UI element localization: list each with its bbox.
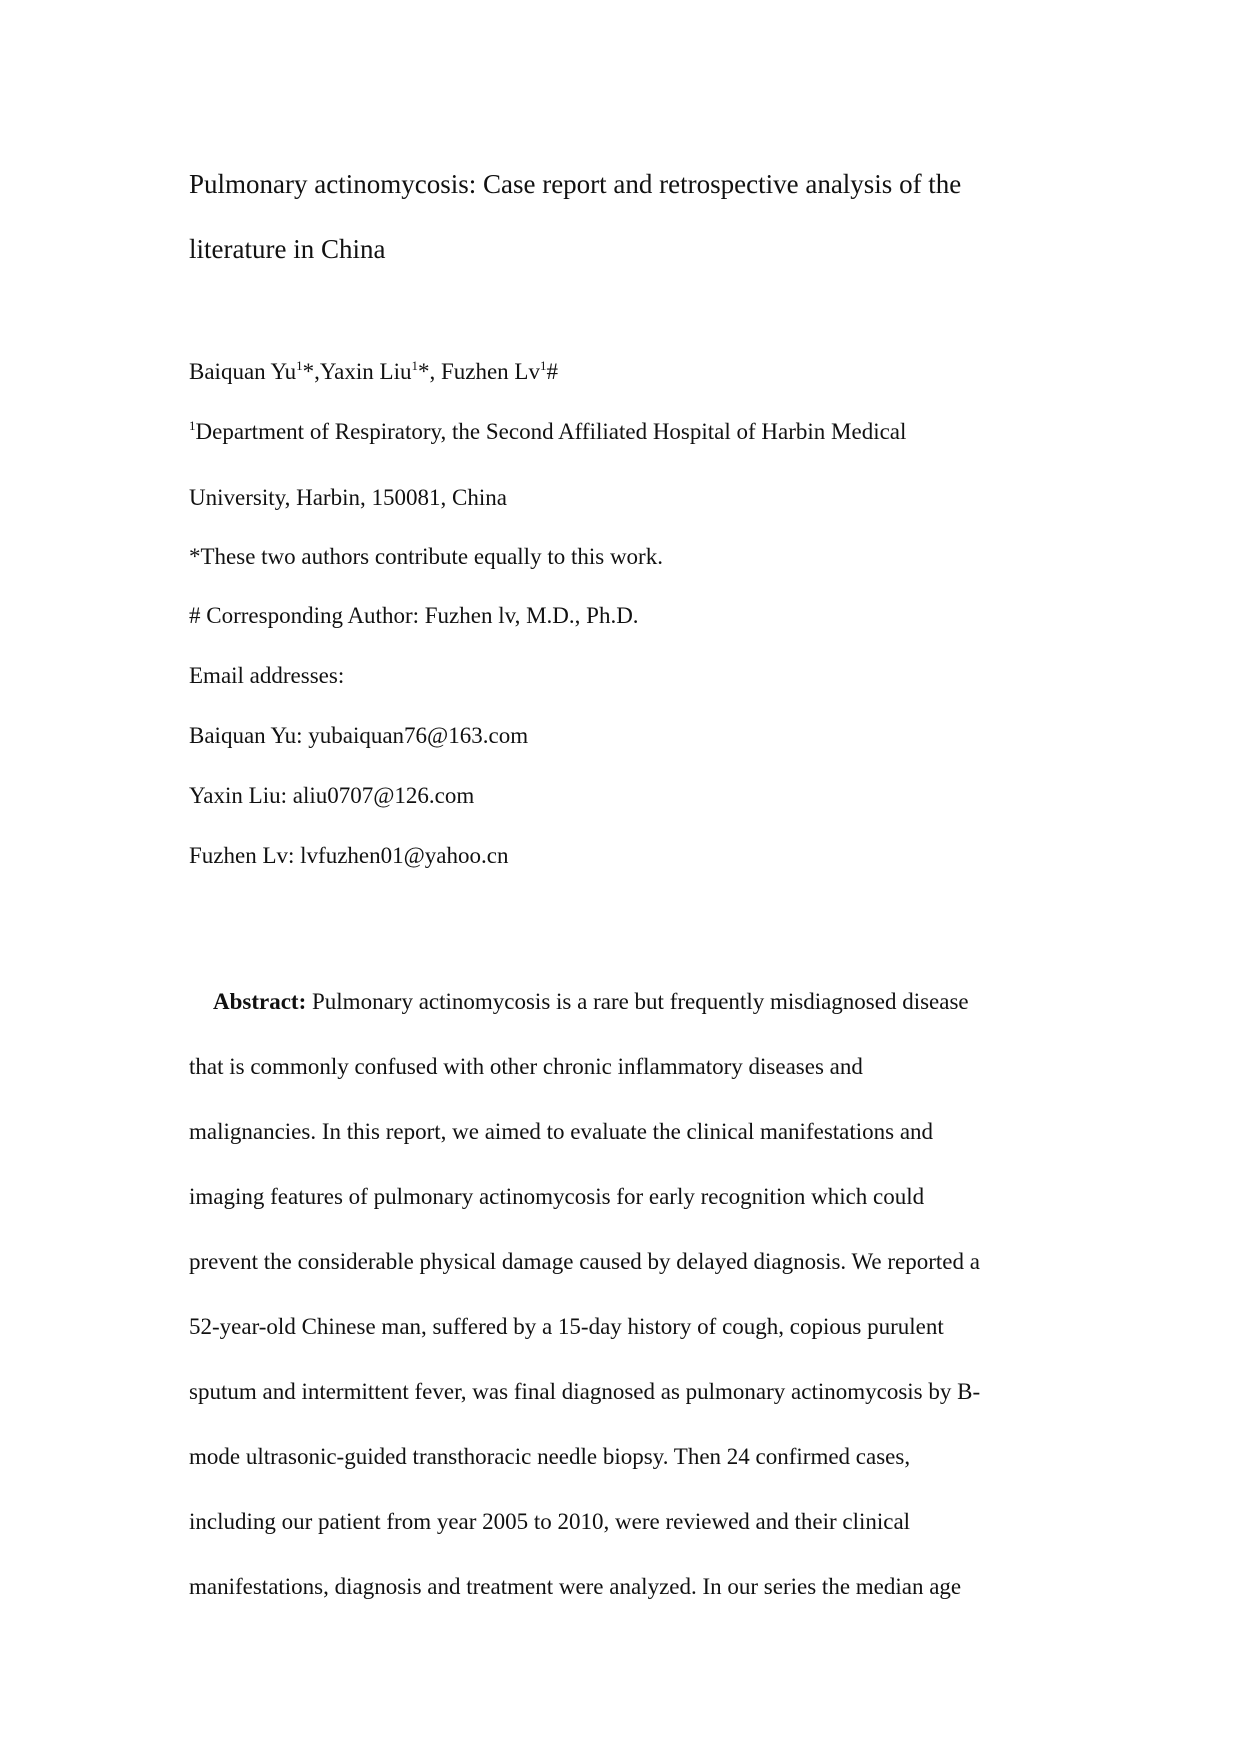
abstract-line: prevent the considerable physical damage caused by delayed diagnosis. We reported a [189,1249,980,1274]
affiliation-continued: University, Harbin, 150081, China [189,485,507,510]
affiliation-marker: 1 [189,418,196,433]
author-name: Fuzhen Lv [440,359,540,384]
abstract-line: including our patient from year 2005 to 2010, were reviewed and their clinical [189,1509,911,1534]
author-list [189,357,558,387]
email-heading: Email addresses: [189,663,345,688]
email-entry: Baiquan Yu: yubaiquan76@163.com [189,723,529,748]
paper-title [189,152,1089,282]
email-entry: Yaxin Liu: aliu0707@126.com [189,783,475,808]
abstract-line: manifestations, diagnosis and treatment were analyzed. In our series the median age [189,1574,962,1599]
author-name: Baiquan Yu [189,359,297,384]
affiliation-marker: 1 [411,358,418,373]
abstract-line: that is commonly confused with other chronic inflammatory diseases and [189,1054,863,1079]
abstract-line: imaging features of pulmonary actinomycosis for early recognition which could [189,1184,925,1209]
affiliation [189,417,906,447]
affiliation-marker: 1 [539,358,547,373]
affiliation-marker: 1 [296,358,303,373]
abstract-line: sputum and intermittent fever, was final diagnosed as pulmonary actinomycosis by B- [189,1379,981,1404]
abstract-label: Abstract: [213,989,307,1014]
equal-contribution-note: *These two authors contribute equally to this work. [189,544,663,569]
title-line: Pulmonary actinomycosis: Case report and retrospective analysis of the [189,169,962,199]
abstract [189,969,1069,1619]
abstract-line: 52-year-old Chinese man, suffered by a 15-day history of cough, copious purulent [189,1314,944,1339]
affiliation-text: Department of Respiratory, the Second Affiliated Hospital of Harbin Medical [195,419,907,444]
author-mark: # [546,359,558,384]
abstract-text: Pulmonary actinomycosis is a rare but frequently misdiagnosed disease [306,989,969,1014]
abstract-line: malignancies. In this report, we aimed to evaluate the clinical manifestations and [189,1119,934,1144]
corresponding-author: # Corresponding Author: Fuzhen lv, M.D., Ph.D. [189,603,639,628]
abstract-line [189,969,1069,1034]
author-name: Yaxin Liu [319,359,412,384]
title-line: literature in China [189,234,386,264]
abstract-line: mode ultrasonic-guided transthoracic needle biopsy. Then 24 confirmed cases, [189,1444,911,1469]
email-entry: Fuzhen Lv: lvfuzhen01@yahoo.cn [189,843,509,868]
author-mark: *, [417,359,441,384]
author-mark: *, [302,359,320,384]
